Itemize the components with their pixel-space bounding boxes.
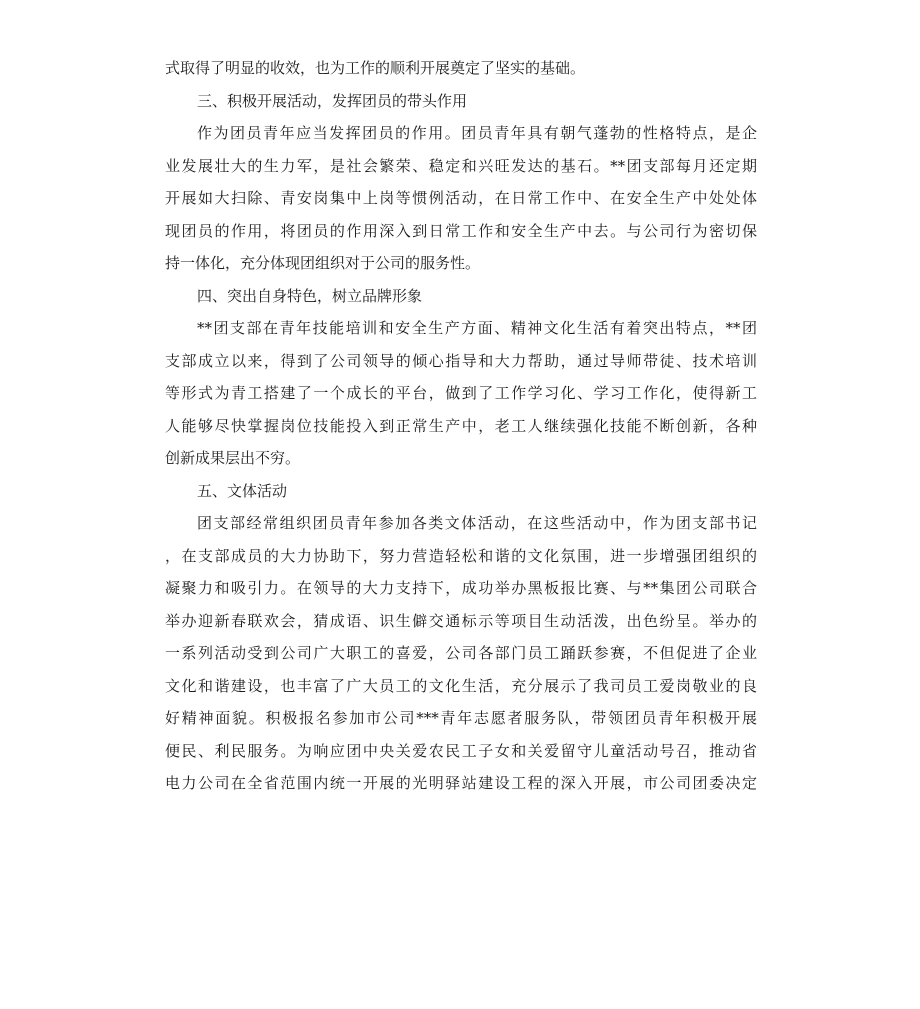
paragraph-line: 现团员的作用，将团员的作用深入到日常工作和安全生产中去。与公司行为密切保	[165, 221, 757, 240]
paragraph-line: 支部成立以来，得到了公司领导的倾心指导和大力帮助，通过导师带徒、技术培训	[165, 351, 757, 370]
paragraph-line: **团支部在青年技能培训和安全生产方面、精神文化生活有着突出特点，**团	[197, 319, 757, 337]
paragraph-line: ，在支部成员的大力协助下，努力营造轻松和谐的文化氛围，进一步增强团组织的	[165, 546, 757, 565]
paragraph-line: 作为团员青年应当发挥团员的作用。团员青年具有朝气蓬勃的性格特点，是企	[197, 124, 757, 142]
paragraph-line: 创新成果层出不穷。	[165, 449, 301, 467]
paragraph-line: 开展如大扫除、青安岗集中上岗等惯例活动，在日常工作中、在安全生产中处处体	[165, 189, 757, 207]
paragraph-line: 便民、利民服务。为响应团中央关爱农民工子女和关爱留守儿童活动号召，推动省	[165, 741, 757, 760]
paragraph-line: 文化和谐建设，也丰富了广大员工的文化生活，充分展示了我司员工爱岗敬业的良	[165, 676, 757, 695]
paragraph-line: 团支部经常组织团员青年参加各类文体活动，在这些活动中，作为团支部书记	[197, 514, 757, 532]
paragraph-line: 等形式为青工搭建了一个成长的平台，做到了工作学习化、学习工作化，使得新工	[165, 384, 757, 402]
section-heading-5: 五、文体活动	[197, 481, 288, 500]
section-heading-4: 四、突出自身特色，树立品牌形象	[197, 286, 423, 305]
section-heading-3: 三、积极开展活动，发挥团员的带头作用	[197, 91, 468, 110]
paragraph-line: 业发展壮大的生力军，是社会繁荣、稳定和兴旺发达的基石。**团支部每月还定期	[165, 156, 757, 175]
paragraph-line: 式取得了明显的收效，也为工作的顺利开展奠定了坚实的基础。	[165, 59, 586, 77]
paragraph-line: 好精神面貌。积极报名参加市公司***青年志愿者服务队，带领团员青年积极开展	[165, 709, 757, 727]
paragraph-line: 凝聚力和吸引力。在领导的大力支持下，成功举办黑板报比赛、与**集团公司联合	[165, 579, 757, 597]
paragraph-line: 人能够尽快掌握岗位技能投入到正常生产中，老工人继续强化技能不断创新，各种	[165, 416, 757, 435]
document-body	[165, 52, 757, 800]
paragraph-line: 持一体化，充分体现团组织对于公司的服务性。	[165, 254, 481, 272]
paragraph-line: 举办迎新春联欢会，猜成语、识生僻交通标示等项目生动活泼，出色纷呈。举办的	[165, 611, 757, 630]
paragraph-line: 电力公司在全省范围内统一开展的光明驿站建设工程的深入开展，市公司团委决定	[165, 774, 757, 792]
paragraph-line: 一系列活动受到公司广大职工的喜爱，公司各部门员工踊跃参赛，不但促进了企业	[165, 644, 757, 662]
